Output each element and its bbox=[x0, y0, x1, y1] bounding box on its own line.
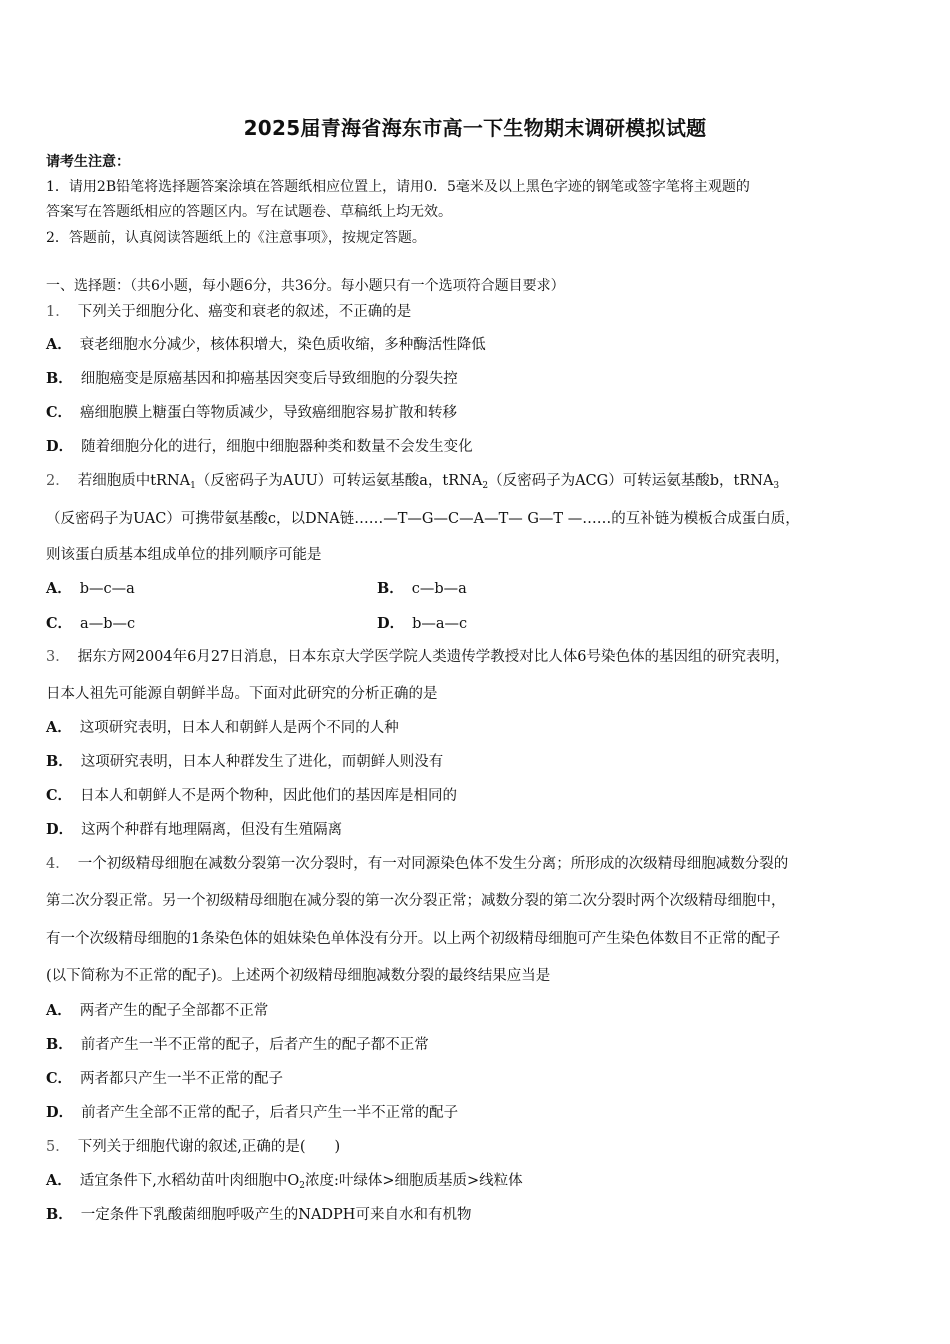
question-2-stem-line-3: 则该蛋白质基本组成单位的排列顺序可能是 bbox=[46, 547, 322, 563]
question-4-number: 4． bbox=[46, 856, 70, 872]
option-text: 这项研究表明，日本人和朝鲜人是两个不同的人种 bbox=[79, 720, 399, 736]
question-3-option-d[interactable] bbox=[46, 820, 342, 840]
option-text: b—c—a bbox=[79, 581, 135, 597]
question-2-text-c: （反密码子为ACG）可转运氨基酸b，tRNA bbox=[488, 473, 774, 489]
option-text-b: 浓度:叶绿体>细胞质基质>线粒体 bbox=[305, 1173, 523, 1189]
question-4-stem-line-2: 第二次分裂正常。另一个初级精母细胞在减分裂的第一次分裂正常；减数分裂的第二次分裂时两个次级精母细胞中， bbox=[46, 893, 786, 909]
exam-title: 2025届青海省海东市高一下生物期末调研模拟试题 bbox=[243, 116, 707, 140]
option-letter: A． bbox=[46, 1002, 72, 1019]
question-2-option-c[interactable] bbox=[46, 614, 135, 634]
question-2-text-b: （反密码子为AUU）可转运氨基酸a，tRNA bbox=[195, 473, 483, 489]
question-5-option-a[interactable] bbox=[46, 1171, 523, 1196]
question-5-option-b[interactable] bbox=[46, 1205, 471, 1225]
question-4-option-a[interactable] bbox=[46, 1001, 268, 1021]
question-2-option-d[interactable] bbox=[377, 614, 467, 634]
option-text: c—b—a bbox=[411, 581, 467, 597]
question-4-stem-line-4: (以下简称为不正常的配子)。上述两个初级精母细胞减数分裂的最终结果应当是 bbox=[46, 968, 551, 984]
question-2-option-a[interactable] bbox=[46, 579, 135, 599]
option-letter: C． bbox=[46, 615, 73, 632]
question-2-number: 2． bbox=[46, 473, 70, 489]
option-text: 前者产生一半不正常的配子，后者产生的配子都不正常 bbox=[80, 1037, 429, 1053]
question-3-text: 据东方网2004年6月27日消息，日本东京大学医学院人类遗传学教授对比人体6号染色体的基因组的研究表明， bbox=[77, 649, 790, 665]
option-text: 一定条件下乳酸菌细胞呼吸产生的NADPH可来自水和有机物 bbox=[80, 1207, 472, 1223]
question-1-option-d[interactable] bbox=[46, 437, 473, 457]
option-letter: D． bbox=[46, 1104, 74, 1121]
option-text-a: 适宜条件下,水稻幼苗叶肉细胞中O bbox=[79, 1173, 300, 1189]
trna-subscript-1: 1 bbox=[190, 481, 196, 491]
question-2-text-a: 若细胞质中tRNA bbox=[77, 473, 191, 489]
question-4-text: 一个初级精母细胞在减数分裂第一次分裂时，有一对同源染色体不发生分离；所形成的次级精母细胞减数分裂的 bbox=[77, 856, 789, 872]
notice-item-2: 2．答题前，认真阅读答题纸上的《注意事项》，按规定答题。 bbox=[46, 230, 426, 246]
question-2-option-b[interactable] bbox=[377, 579, 467, 599]
option-letter: C． bbox=[46, 787, 73, 804]
trna-subscript-2: 2 bbox=[482, 481, 489, 491]
option-letter: D． bbox=[377, 615, 405, 632]
oxygen-subscript: 2 bbox=[299, 1181, 305, 1191]
option-letter: D． bbox=[46, 438, 74, 455]
option-text: 这两个种群有地理隔离，但没有生殖隔离 bbox=[81, 822, 343, 838]
question-3-number: 3． bbox=[46, 649, 70, 665]
option-letter: A． bbox=[46, 1172, 72, 1189]
question-1-stem bbox=[46, 302, 411, 322]
section-heading: 一、选择题：（共6小题，每小题6分，共36分。每小题只有一个选项符合题目要求） bbox=[46, 278, 565, 294]
question-4-option-c[interactable] bbox=[46, 1069, 283, 1089]
option-text: a—b—c bbox=[80, 616, 136, 632]
option-text: 前者产生全部不正常的配子，后者只产生一半不正常的配子 bbox=[81, 1105, 459, 1121]
question-4-stem-line-3: 有一个次级精母细胞的1条染色体的姐妹染色单体没有分开。以上两个初级精母细胞可产生染色体数目不正常的配子 bbox=[46, 931, 781, 947]
option-letter: B． bbox=[46, 1036, 73, 1053]
question-3-stem-line-1 bbox=[46, 647, 790, 667]
question-1-option-b[interactable] bbox=[46, 369, 458, 389]
question-5-stem bbox=[46, 1137, 340, 1157]
option-letter: A． bbox=[46, 719, 72, 736]
question-3-option-a[interactable] bbox=[46, 718, 399, 738]
trna-subscript-3: 3 bbox=[773, 481, 780, 491]
option-letter: C． bbox=[46, 1070, 73, 1087]
question-2-stem-line-2: （反密码子为UAC）可携带氨基酸c，以DNA链……—T—G—C—A—T— G—T —……的互补链为模板合成蛋白质， bbox=[46, 511, 800, 527]
option-text: b—a—c bbox=[412, 616, 468, 632]
question-1-option-a[interactable] bbox=[46, 335, 486, 355]
notice-heading: 请考生注意： bbox=[46, 154, 130, 170]
question-2-stem-line-1 bbox=[46, 471, 779, 496]
option-text: 两者产生的配子全部都不正常 bbox=[79, 1003, 269, 1019]
question-4-option-b[interactable] bbox=[46, 1035, 429, 1055]
question-4-stem-line-1 bbox=[46, 854, 788, 874]
option-text: 两者都只产生一半不正常的配子 bbox=[80, 1071, 284, 1087]
option-letter: C． bbox=[46, 404, 73, 421]
option-text: 随着细胞分化的进行，细胞中细胞器种类和数量不会发生变化 bbox=[81, 439, 473, 455]
notice-item-1-line-1: 1．请用2B铅笔将选择题答案涂填在答题纸相应位置上，请用0．5毫米及以上黑色字迹的钢笔或签字笔将主观题的 bbox=[46, 179, 750, 195]
question-1-option-c[interactable] bbox=[46, 403, 457, 423]
option-letter: B． bbox=[46, 753, 73, 770]
option-letter: D． bbox=[46, 821, 74, 838]
question-4-option-d[interactable] bbox=[46, 1103, 458, 1123]
question-5-number: 5． bbox=[46, 1139, 70, 1155]
question-3-option-b[interactable] bbox=[46, 752, 443, 772]
question-5-text: 下列关于细胞代谢的叙述,正确的是( ) bbox=[77, 1139, 341, 1155]
option-letter: A． bbox=[46, 336, 72, 353]
notice-item-1-line-2: 答案写在答题纸相应的答题区内。写在试题卷、草稿纸上均无效。 bbox=[46, 204, 452, 220]
option-text: 这项研究表明，日本人种群发生了进化，而朝鲜人则没有 bbox=[80, 754, 444, 770]
option-letter: B． bbox=[377, 580, 404, 597]
question-3-option-c[interactable] bbox=[46, 786, 457, 806]
option-text: 细胞癌变是原癌基因和抑癌基因突变后导致细胞的分裂失控 bbox=[80, 371, 458, 387]
option-letter: B． bbox=[46, 1206, 73, 1223]
option-text: 衰老细胞水分减少，核体积增大，染色质收缩，多种酶活性降低 bbox=[79, 337, 486, 353]
question-3-stem-line-2: 日本人祖先可能源自朝鲜半岛。下面对此研究的分析正确的是 bbox=[46, 686, 438, 702]
option-letter: B． bbox=[46, 370, 73, 387]
question-1-number: 1． bbox=[46, 304, 70, 320]
option-text: 日本人和朝鲜人不是两个物种，因此他们的基因库是相同的 bbox=[80, 788, 458, 804]
option-letter: A． bbox=[46, 580, 72, 597]
question-1-text: 下列关于细胞分化、癌变和衰老的叙述，不正确的是 bbox=[77, 304, 412, 320]
option-text: 癌细胞膜上糖蛋白等物质减少，导致癌细胞容易扩散和转移 bbox=[80, 405, 458, 421]
